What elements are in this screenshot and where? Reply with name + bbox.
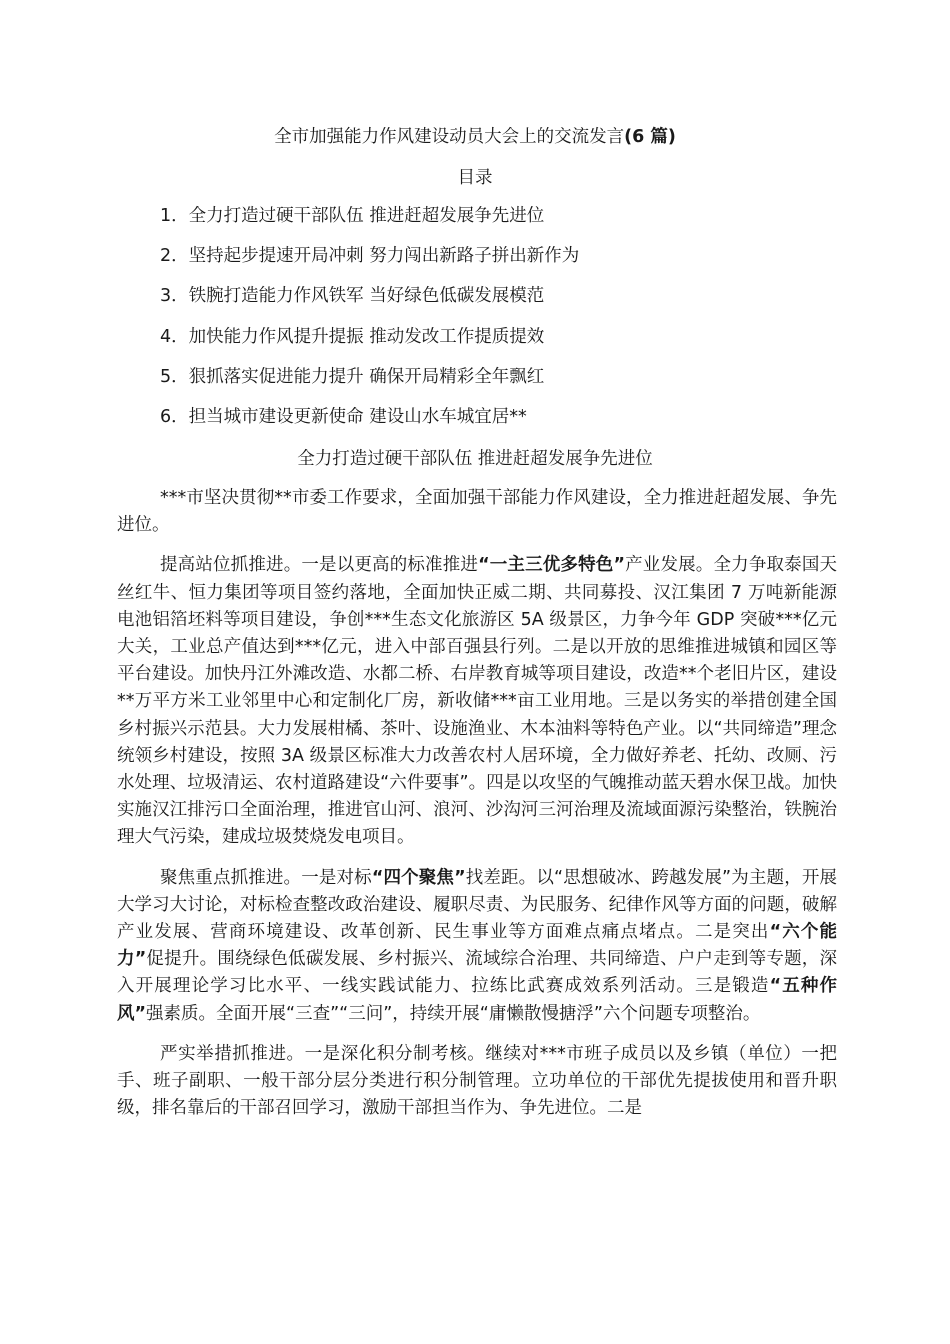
emphasis-text: “五种作风”	[117, 976, 837, 1024]
toc-heading: 目录	[457, 168, 493, 188]
paragraph-text: 强素质。全面开展“三查”“三问”，持续开展“庸懒散慢搪浮”六个问题专项整治。	[146, 1003, 761, 1024]
paragraph-text: 找差距。以“思想破冰、跨越发展”为主题，开展大学习大讨论，对标检查整改政治建设、履职尽责、为民服务、纪律作风等方面的问题，破解产业发展、营商环境建设、改革创新、民生事业等方面难点痛点堵点。二是突出	[117, 867, 838, 943]
document-title-suffix: (6 篇)	[624, 127, 676, 147]
table-of-contents	[160, 203, 840, 444]
toc-item: 3．铁腕打造能力作风铁军 当好绿色低碳发展模范	[160, 286, 545, 307]
toc-item: 1．全力打造过硬干部队伍 推进赶超发展争先进位	[160, 206, 545, 226]
toc-item: 6．担当城市建设更新使命 建设山水车城宜居**	[160, 406, 527, 427]
paragraph-focus-priorities	[117, 865, 837, 1028]
document-title	[0, 124, 950, 150]
toc-item: 4．加快能力作风提升提振 推动发改工作提质提效	[160, 326, 545, 347]
paragraph-strict-measures: 严实举措抓推进。一是深化积分制考核。继续对***市班子成员以及乡镇（单位）一把手、班子副职、一般干部分层分类进行积分制管理。立功单位的干部优先提拔使用和晋升职级，排名靠后的干部召回学习，激励干部担当作为、争先进位。二是	[117, 1043, 837, 1119]
paragraph-text: 聚焦重点抓推进。一是对标	[160, 867, 372, 888]
section-title: 全力打造过硬干部队伍 推进赶超发展争先进位	[297, 449, 653, 469]
emphasis-text: “四个聚焦”	[371, 867, 466, 888]
paragraph-text: 促提升。围绕绿色低碳发展、乡村振兴、流域综合治理、共同缔造、户户走到等专题，深入开展理论学习比水平、一线实践试能力、拉练比武赛成效系列活动。三是锻造	[117, 949, 837, 997]
document-body	[117, 485, 837, 1135]
paragraph-text: 产业发展。全力争取泰国天丝红牛、恒力集团等项目签约落地，全面加快正威二期、共同募投、汉江集团 7 万吨新能源电池铝箔坯料等项目建设，争创***生态文化旅游区 5A 级景区，力争今年 GDP 突破***亿元大关，工业总产值达到***亿元，进入中部百强县行列。二是以开放的思维推进城镇和园区等平台建设。加快丹江外滩改造、水都二桥、右岸教育城等项目建设，改造**个老旧片区，建设**万平方米工业邻里中心和定制化厂房，新收储***亩工业用地。三是以务实的举措创建全国乡村振兴示范县。大力发展柑橘、茶叶、设施渔业、木本油料等特色产业。以“共同缔造”理念统领乡村建设，按照 3A 级景区标准大力改善农村人居环境，全力做好养老、托幼、改厕、污水处理、垃圾清运、农村道路建设“六件要事”。四是以攻坚的气魄推动蓝天碧水保卫战。加快实施汉江排污口全面治理，推进官山河、浪河、沙沟河三河治理及流域面源污染整治，铁腕治理大气污染，建成垃圾焚烧发电项目。	[117, 555, 837, 848]
emphasis-text: “六个能力”	[117, 922, 837, 970]
paragraph-text: 提高站位抓推进。一是以更高的标准推进	[160, 555, 479, 576]
emphasis-text: “一主三优多特色”	[478, 555, 625, 576]
document-title-main: 全市加强能力作风建设动员大会上的交流发言	[274, 127, 625, 147]
paragraph-raise-standing	[117, 552, 837, 851]
paragraph-intro: ***市坚决贯彻**市委工作要求，全面加强干部能力作风建设，全力推进赶超发展、争先进位。	[117, 488, 837, 536]
toc-item: 5．狠抓落实促进能力提升 确保开局精彩全年飘红	[160, 366, 545, 387]
toc-item: 2．坚持起步提速开局冲刺 努力闯出新路子拼出新作为	[160, 246, 580, 267]
